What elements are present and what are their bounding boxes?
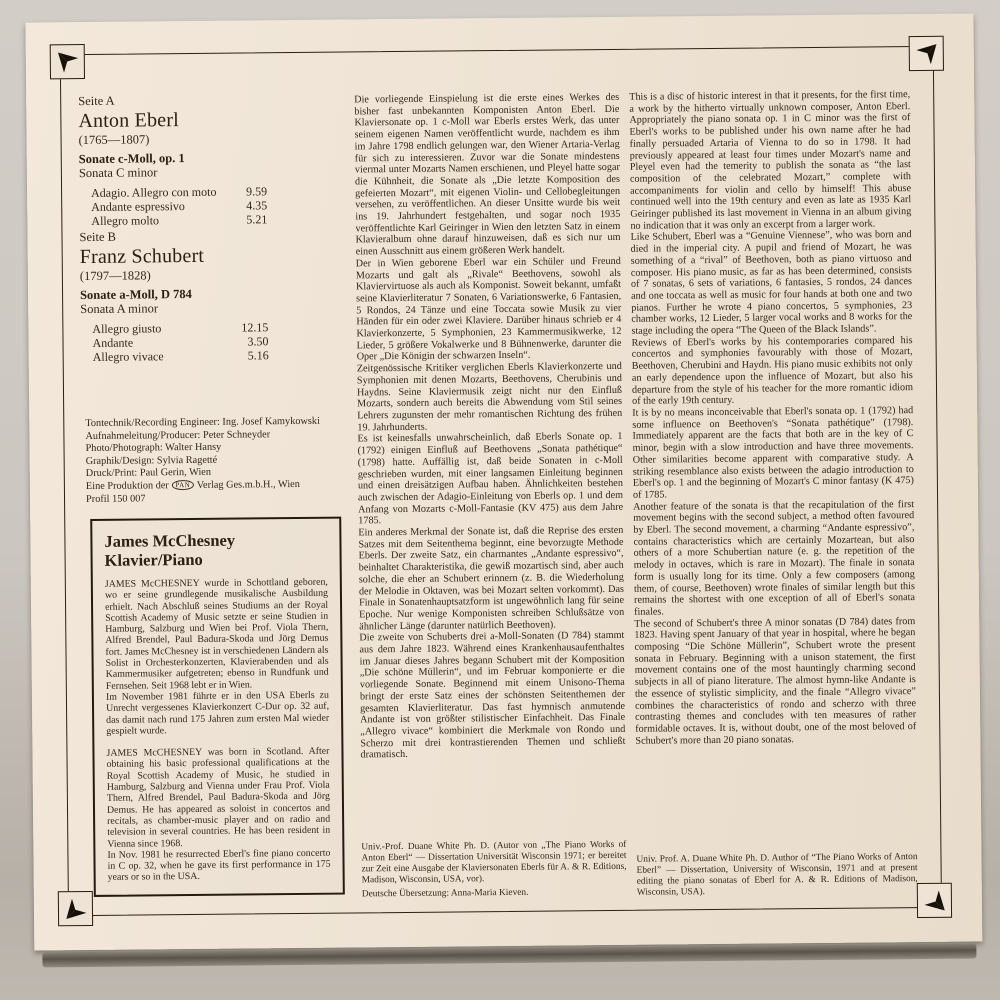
side-a-label: Seite A: [78, 93, 115, 109]
track-time: 5.21: [246, 212, 268, 227]
artist-instrument: Klavier/Piano: [104, 549, 203, 570]
work-title-en: Sonata C minor: [78, 165, 158, 181]
side-b-listing: [79, 228, 295, 364]
track-title: Andante espressivo: [91, 199, 185, 214]
credit-line: Tontechnik/Recording Engineer: Ing. Josef Kamykowski: [85, 415, 320, 430]
composer-dates: (1797—1828): [79, 268, 151, 284]
liner-notes-english: [629, 89, 916, 747]
credit-line: Graphik/Design: Sylvia Ragetté: [85, 454, 218, 467]
bio-paragraph: JAMES McCHESNEY wurde in Schottland geboren, wo er seine grundlegende musikalische Ausbildung erhielt. Nach Abschluß seines Studiums an der Royal Scottish Academy of Music setzte er seine Studien in Hamburg, Salzburg und Wien bei Prof. Viola Thern, Alfred Brendel, Paul Badura-Skoda und Jörg Demus fort. James McChesney ist in verschiedenen Ländern als Solist in Orchesterkonzerten, Klavierabenden und als Kammermusiker aufgetreten; ebenso in Rundfunk und Fernsehen. Seit 1968 lebt er in Wien.: [104, 576, 329, 692]
production-credits: [85, 415, 366, 506]
pan-logo-icon: PAN: [171, 480, 194, 490]
note-paragraph: Der in Wien geborene Eberl war ein Schüler und Freund Mozarts und galt als „Rivale“ Beethovens, sowohl als Klaviervirtuose als auch als Komponist. Soweit bekannt, umfaßt seine Klavierliteratur 7 Sonaten, 6 Variationswerke, 6 Fantasien, 5 Rondos, 24 Tänze und eine Toccata sowie Musik zu vier Händen für ein oder zwei Klaviere. Darüber hinaus schrieb er 4 Klavierkonzerte, 5 Symphonien, 23 Kammermusikwerke, 12 Lieder, 5 größere Vokalwerke und 8 Bühnenwerke, darunter die Oper „Die Königin der schwarzen Inseln“.: [355, 255, 622, 363]
track-time: 12.15: [241, 320, 269, 335]
track-list: [91, 184, 267, 228]
side-a-listing: [78, 92, 294, 228]
credit-line: Aufnahmeleitung/Producer: Peter Schneyder: [85, 428, 271, 442]
composer-name: Anton Eberl: [78, 109, 180, 133]
track-time: 3.50: [247, 334, 269, 349]
track-list: [92, 320, 268, 364]
author-footnote: Univ. Prof. A. Duane White Ph. D. Author of “The Piano Works of Anton Eberl” — Dissertation, University of Wisconsin, 1971 and at present editing the piano sonatas of Eberl for A. & R. Editions of Madison, Wisconsin, USA).: [636, 852, 918, 898]
author-footnote: Univ.-Prof. Duane White Ph. D. (Autor von „The Piano Works of Anton Eberl“ — Dissertation Universität Wisconsin 1971; er bereitet zur Zeit eine Ausgabe der Klaviersonaten Eberls für A. & R. Editions, Madison, Wisconsin, USA, vor).: [361, 839, 627, 886]
artist-bio-box: [90, 517, 345, 897]
bio-paragraph: JAMES McCHESNEY was born in Scotland. After obtaining his basic professional qualifications at the Royal Scottish Academy of Music, he studied in Hamburg, Salzburg and Vienna under Frau Prof. Viola Thern, Alfred Brendel, Paul Badura-Skoda and Jörg Demus. He has appeared as soloist in concertos and recitals, as chamber-music player and on radio and television in several countries. He has been resident in Vienna since 1968.: [106, 745, 331, 850]
publisher-logo-icon: [917, 883, 952, 918]
note-paragraph: Reviews of Eberl's works by his contemporaries compared his concertos and symphonies favourably with those of Mozart, Beethoven, Cherubini and Haydn. His piano music exhibits not only an early dependence upon the influence of Mozart, but also his departure from the style of his teacher for the more romantic idiom of the early 19th century.: [631, 334, 914, 408]
note-paragraph: Zeitgenössische Kritiker verglichen Eberls Klavierkonzerte und Symphonien mit denen Mozarts, Beethovens, Cherubinis und Haydns. Seine Klaviermusik zeigt nicht nur den Einfluß Mozarts, sondern auch bereits die Abwendung vom Stil seines Lehrers zugunsten der mehr romantischen Richtung des frühen 19. Jahrhunderts.: [356, 361, 623, 434]
translation-credit: Deutsche Übersetzung: Anna-Maria Kieven.: [361, 887, 529, 900]
note-paragraph: Like Schubert, Eberl was a “Genuine Viennese”, who was born and died in the imperial city. A pupil and friend of Mozart, he was something of a “rival” of Beethoven, both as piano virtuoso and composer. His piano music, as far as has been determined, consists of 7 sonatas, 6 sets of variations, 6 fantasies, 5 rondos, 24 dances and one toccata as well as music for four hands at both one and two pianos. Further he wrote 4 piano concertos, 5 symphonies, 23 chamber works, 12 Lieder, 5 larger vocal works and 8 works for the stage including the opera “The Queen of the Black Islands”.: [630, 229, 913, 337]
note-paragraph: It is by no means inconceivable that Eberl's sonata op. 1 (1792) had some influence on Beethoven's “Sonata pathétique” (1798). Immediately apparent are the facts that both are in the key of C minor, begin with a slow introduction and have three movements. Other similarities become apparent with comparative study. A striking resemblance also exists between the adagio introduction to Eberl's op. 1 and the beginning of Mozart's C minor fantasy (K 475) of 1785.: [632, 405, 914, 501]
track-title: Andante: [92, 335, 134, 350]
artist-name: James McChesney: [104, 530, 236, 551]
note-paragraph: The second of Schubert's three A minor sonatas (D 784) dates from 1823. Having spent January of that year in hospital, where he began composing “Die Schöne Müllerin”, Schubert wrote the present sonata in February. Beginning with a unison statement, the first movement contains one of the most hauntingly charming second subjects in all of piano literature. The almost hymn-like Andante is the essence of stylistic simplicity, and the finale “Allegro vivace” combines the characteristics of rondo and scherzo with three contrasting themes and concludes with ten measures of rather formidable octaves. It is, without doubt, one of the most beloved of Schubert's more than 20 piano sonatas.: [634, 615, 917, 747]
publisher-logo-icon: [58, 891, 93, 926]
note-paragraph: This is a disc of historic interest in that it presents, for the first time, a work by the hitherto virtually unknown composer, Anton Eberl. Appropriately the piano sonata op. 1 in C minor was the first of Eberl's works to be published under his own name after he had finally persuaded Artaria of Vienna to do so in 1798. It had previously appeared at least four times under Mozart's name and Pleyel even had the temerity to publish the sonata as “the last composition of the celebrated Mozart,” complete with accompaniments for violin and cello by himself! This abuse continued well into the 19th century and even as late as 1935 Karl Geiringer published its last movement in Vienna in an album giving no indication that it was only an excerpt from a larger work.: [629, 89, 912, 232]
catalog-number: Profil 150 007: [85, 493, 146, 505]
credit-line: Photo/Photograph: Walter Hansy: [85, 441, 222, 455]
track-time: 4.35: [246, 198, 268, 213]
note-paragraph: Es ist keinesfalls unwahrscheinlich, daß Eberls Sonate op. 1 (1792) einigen Einfluß auf Beethovens „Sonata pathétique“ (1798) hatte. Auffällig ist, daß beide Sonaten in c-Moll geschrieben wurden, mit einer langsamen Einleitung beginnen und einen dreisätzigen Aufbau haben. Ähnlichkeiten bestehen auch zwischen der Adagio-Einleitung von Eberls op. 1 und dem Anfang von Mozarts c-Moll-Fantasie (KV 475) aus dem Jahre 1785.: [357, 431, 624, 527]
note-paragraph: Die vorliegende Einspielung ist die erste eines Werkes des bisher fast unbekannten Komponisten Anton Eberl. Die Klaviersonate op. 1 c-Moll war Eberls erstes Werk, das unter seinem eigenen Namen veröffentlicht wurde, nachdem es ihm im Jahre 1798 endlich gelungen war, den Wiener Artaria-Verlag für sich zu interessieren. Zuvor war die Sonate mindestens viermal unter Mozarts Namen erschienen, und Pleyel hatte sogar die Kühnheit, die Sonate als „Die letzte Komposition des gefeierten Mozart“, mit eigenen Violin- und Cellobegleitungen versehen, zu veröffentlichen. An dieser Unsitte wurde bis weit ins 19. Jahrhundert festgehalten, und sogar noch 1935 veröffentlichte Karl Geiringer in Wien den letzten Satz in einem Klavieralbum ohne darauf hinzuweisen, daß es sich nur um einen Ausschnitt aus einem größeren Werk handelt.: [354, 91, 621, 258]
note-paragraph: Die zweite von Schuberts drei a-Moll-Sonaten (D 784) stammt aus dem Jahre 1823. Während eines Krankenhausaufenthaltes im Januar dieses Jahres begann Schubert mit der Komposition „Die schöne Müllerin“, und im Februar komponierte er die vorliegende Sonate. Beginnend mit einem Unisono-Thema bringt der erste Satz eines der schönsten Seitenthemen der gesamten Klavierliteratur. Das fast hymnisch anmutende Andante ist von größter stilistischer Einfachheit. Das Finale „Allegro vivace“ kombiniert die Merkmale von Rondo und Scherzo mit drei kontrastierenden Themen und schließt dramatisch.: [359, 630, 626, 761]
work-title-en: Sonata A minor: [80, 301, 159, 317]
track-title: Adagio. Allegro con moto: [91, 184, 217, 200]
sleeve-surface: [25, 13, 982, 950]
publisher-logo-icon: [909, 36, 944, 71]
liner-notes-german: [354, 92, 625, 762]
note-paragraph: Another feature of the sonata is that the recapitulation of the first movement begins with the second subject, a method often favoured by Eberl. The second movement, a charming “Andante espressivo”, contains characteristics which are certainly Mozartean, but also others of a more Schubertian nature (e. g. the repetition of the melody in octaves, which is rare in Mozart). The finale in sonata form is usually long for its time. Only a few composers (among them, of course, Beethoven) wrote finales of similar length but this remains the shortest with one exception of all of Eberl's sonata finales.: [633, 498, 916, 618]
track-title: Allegro vivace: [92, 349, 164, 364]
production-suffix: Verlag Ges.m.b.H., Wien: [196, 478, 300, 491]
album-back-cover: [25, 13, 982, 974]
track-row: [93, 348, 269, 364]
artist-bio-english: [106, 746, 330, 884]
track-time: 5.16: [247, 348, 269, 363]
track-title: Allegro molto: [91, 213, 160, 228]
credit-line: Druck/Print: Paul Gerin, Wien: [85, 467, 212, 480]
note-paragraph: Ein anderes Merkmal der Sonate ist, daß die Reprise des ersten Satzes mit dem Seitenthema beginnt, eine bevorzugte Methode Eberls. Der zweite Satz, ein charmantes „Andante espressivo“, beinhaltet Charakteristika, die gewiß mozartisch sind, aber auch solche, die eher an Schubert erinnern (z. B. die Wiederholung der Melodie in Oktaven, was bei Mozart selten vorkommt). Das Finale in Sonatenhauptsatzform ist ungewöhnlich lang für seine Epoche. Nur wenige Komponisten schreiben Schlußsätze von ähnlicher Länge (darunter natürlich Beethoven).: [358, 524, 625, 633]
track-row: [91, 212, 267, 228]
artist-bio-german: [105, 577, 330, 737]
work-title-de: Sonate a-Moll, D 784: [80, 286, 192, 303]
footnote-english: [636, 852, 917, 899]
composer-dates: (1765—1807): [78, 132, 150, 148]
production-prefix: Eine Produktion der: [85, 480, 169, 492]
side-b-label: Seite B: [79, 229, 117, 245]
bio-paragraph: In Nov. 1981 he resurrected Eberl's fine piano concerto in C op. 32, when he gave its first performance in 175 years or so in the USA.: [107, 847, 331, 884]
track-title: Allegro giusto: [92, 321, 162, 336]
credit-lines: [85, 415, 366, 481]
footnote-german: [361, 840, 627, 901]
track-time: 9.59: [246, 184, 268, 199]
track-row: [92, 320, 268, 336]
bio-paragraph: Im November 1981 führte er in den USA Eberls zu Unrecht vergessenes Klavierkonzert C-Dur op. 32 auf, das damit nach rund 175 Jahren zum ersten Mal wieder gespielt wurde.: [105, 689, 330, 737]
publisher-logo-icon: [50, 44, 85, 79]
composer-name: Franz Schubert: [79, 244, 205, 269]
work-title-de: Sonate c-Moll, op. 1: [78, 151, 185, 167]
